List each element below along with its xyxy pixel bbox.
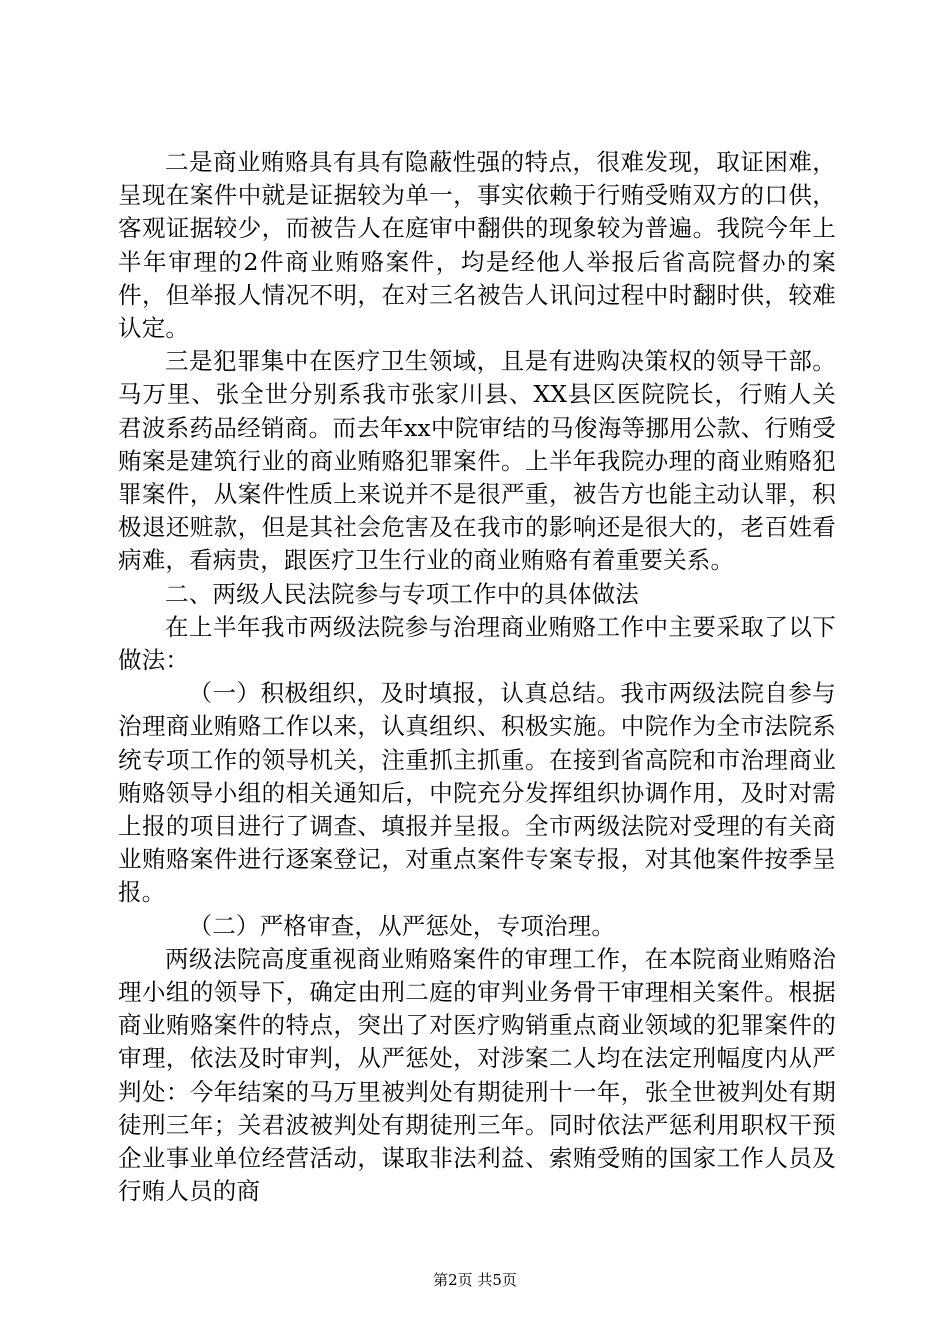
subheading-measure-two: （二）严格审查，从严惩处，专项治理。 (188, 911, 616, 940)
paragraph-second-point: 二是商业贿赂具有具有隐蔽性强的特点，很难发现，取证困难，呈现在案件中就是证据较为单一，事实依赖于行贿受贿双方的口供，客观证据较少，而被告人在庭审中翻供的现象较为普遍。我院今年上半年审理的2件商业贿赂案件，均是经他人举报后省高院督办的案件，但举报人情况不明，在对三名被告人讯问过程中时翻时供，较难认定。 (118, 148, 836, 343)
page-number-footer: 第2页 共5页 (433, 1271, 517, 1289)
paragraph-measure-two-body: 两级法院高度重视商业贿赂案件的审理工作，在本院商业贿赂治理小组的领导下，确定由刑二庭的审判业务骨干审理相关案件。根据商业贿赂案件的特点，突出了对医疗购销重点商业领域的犯罪案件的审理，依法及时审判，从严惩处，对涉案二人均在法定刑幅度内从严判处：今年结案的马万里被判处有期徒刑十一年，张全世被判处有期徒刑三年；关君波被判处有期徒刑三年。同时依法严惩利用职权干预企业事业单位经营活动，谋取非法利益、索贿受贿的国家工作人员及行贿人员的商 (118, 944, 836, 1206)
paragraph-measure-one: （一）积极组织，及时填报，认真总结。我市两级法院自参与治理商业贿赂工作以来，认真组织、积极实施。中院作为全市法院系统专项工作的领导机关，注重抓主抓重。在接到省高院和市治理商业贿赂领导小组的相关通知后，中院充分发挥组织协调作用，及时对需上报的项目进行了调查、填报并呈报。全市两级法院对受理的有关商业贿赂案件进行逐案登记，对重点案件专案专报，对其他案件按季呈报。 (118, 679, 836, 907)
paragraph-third-point: 三是犯罪集中在医疗卫生领域，且是有进购决策权的领导干部。马万里、张全世分别系我市张家川县、XX县区医院院长，行贿人关君波系药品经销商。而去年xx中院审结的马俊海等挪用公款、行贿受贿案是建筑行业的商业贿赂犯罪案件。上半年我院办理的商业贿赂犯罪案件，从案件性质上来说并不是很严重，被告方也能主动认罪，积极退还赃款，但是其社会危害及在我市的影响还是很大的，老百姓看病难，看病贵，跟医疗卫生行业的商业贿赂有着重要关系。 (118, 347, 836, 575)
paragraph-intro-measures: 在上半年我市两级法院参与治理商业贿赂工作中主要采取了以下做法： (118, 612, 836, 675)
document-body (118, 146, 836, 1209)
section-heading-two: 二、两级人民法院参与专项工作中的具体做法 (165, 579, 639, 608)
